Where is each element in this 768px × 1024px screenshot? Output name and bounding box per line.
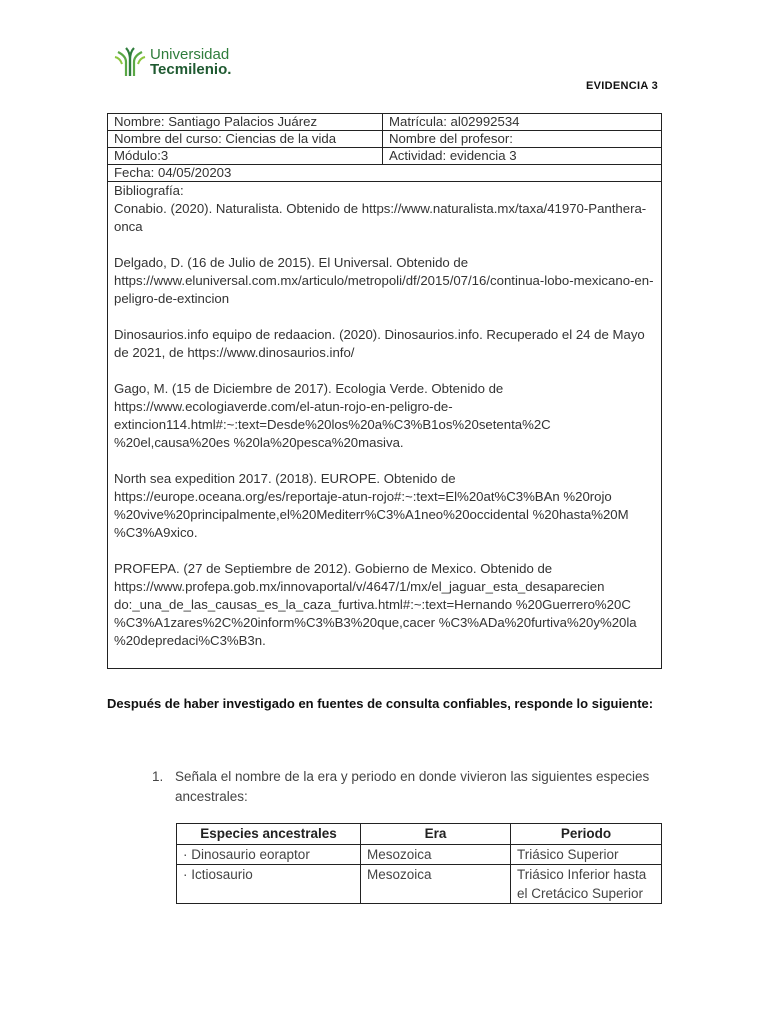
period-cell: Triásico Inferior hasta el Cretácico Superior [511,865,662,904]
date-cell: Fecha: 04/05/20203 [108,165,662,182]
table-row [177,845,662,865]
student-info-table [107,113,662,669]
species-table [176,823,662,904]
bibliography-cell [108,182,662,669]
era-cell: Mesozoica [361,865,511,904]
reference-item: Gago, M. (15 de Diciembre de 2017). Ecologia Verde. Obtenido de https://www.ecologiaverde.com/el-atun-rojo-en-peligro-de-extincion114.html#:~:text=Desde%20los%20a%C3%B1os%20setenta%2C %20el,causa%20es %20la%20pesca%20masiva. [114,381,551,450]
species-cell: · Ictiosaurio [177,865,361,904]
reference-item: North sea expedition 2017. (2018). EUROPE. Obtenido de https://europe.oceana.org/es/reportaje-atun-rojo#:~:text=El%20at%C3%BAn %20rojo %20vive%20principalmente,el%20Mediterr%C3%A1neo%20occidental %20hasta%20M %C3%A9xico. [114,471,629,540]
column-header: Especies ancestrales [177,824,361,845]
course-name-cell: Nombre del curso: Ciencias de la vida [108,131,383,148]
table-row [177,865,662,904]
reference-item: PROFEPA. (27 de Septiembre de 2012). Gobierno de Mexico. Obtenido de https://www.profepa.gob.mx/innovaportal/v/4647/1/mx/el_jaguar_esta_desaparecien do:_una_de_las_causas_es_la_caza_furtiva.html#:~:text=Hernando %20Guerrero%20C %C3%A1zares%2C%20inform%C3%B3%20que,cacer %C3%ADa%20furtiva%20y%20la %20depredaci%C3%B3n. [114,561,637,648]
logo-line1: Universidad [150,46,230,63]
module-cell: Módulo:3 [108,148,383,165]
university-logo [114,46,231,78]
item-text: Señala el nombre de la era y periodo en donde vivieron las siguientes especies ancestrales: [175,769,650,804]
period-cell: Triásico Superior [511,845,662,865]
question-heading: Después de haber investigado en fuentes de consulta confiables, responde lo siguiente: [107,696,654,711]
palm-leaf-icon [114,46,146,78]
logo-line2: Tecmilenio. [150,61,232,78]
reference-item: Conabio. (2020). Naturalista. Obtenido de https://www.naturalista.mx/taxa/41970-Panthera-onca [114,201,647,234]
professor-cell: Nombre del profesor: [383,131,662,148]
column-header: Era [361,824,511,845]
reference-item: Dinosaurios.info equipo de redaacion. (2020). Dinosaurios.info. Recuperado el 24 de Mayo de 2021, de https://www.dinosaurios.info/ [114,327,645,360]
list-item [152,767,652,807]
item-number: 1. [152,769,164,784]
document-label: EVIDENCIA 3 [586,80,658,92]
bibliography-label: Bibliografía: [114,183,184,198]
student-id-cell: Matrícula: al02992534 [383,114,662,131]
era-cell: Mesozoica [361,845,511,865]
column-header: Periodo [511,824,662,845]
reference-item: Delgado, D. (16 de Julio de 2015). El Universal. Obtenido de https://www.eluniversal.com.mx/articulo/metropoli/df/2015/07/16/continua-lobo-mexicano-en-peligro-de-extincion [114,255,654,306]
activity-cell: Actividad: evidencia 3 [383,148,662,165]
species-cell: · Dinosaurio eoraptor [177,845,361,865]
student-name-cell: Nombre: Santiago Palacios Juárez [108,114,383,131]
